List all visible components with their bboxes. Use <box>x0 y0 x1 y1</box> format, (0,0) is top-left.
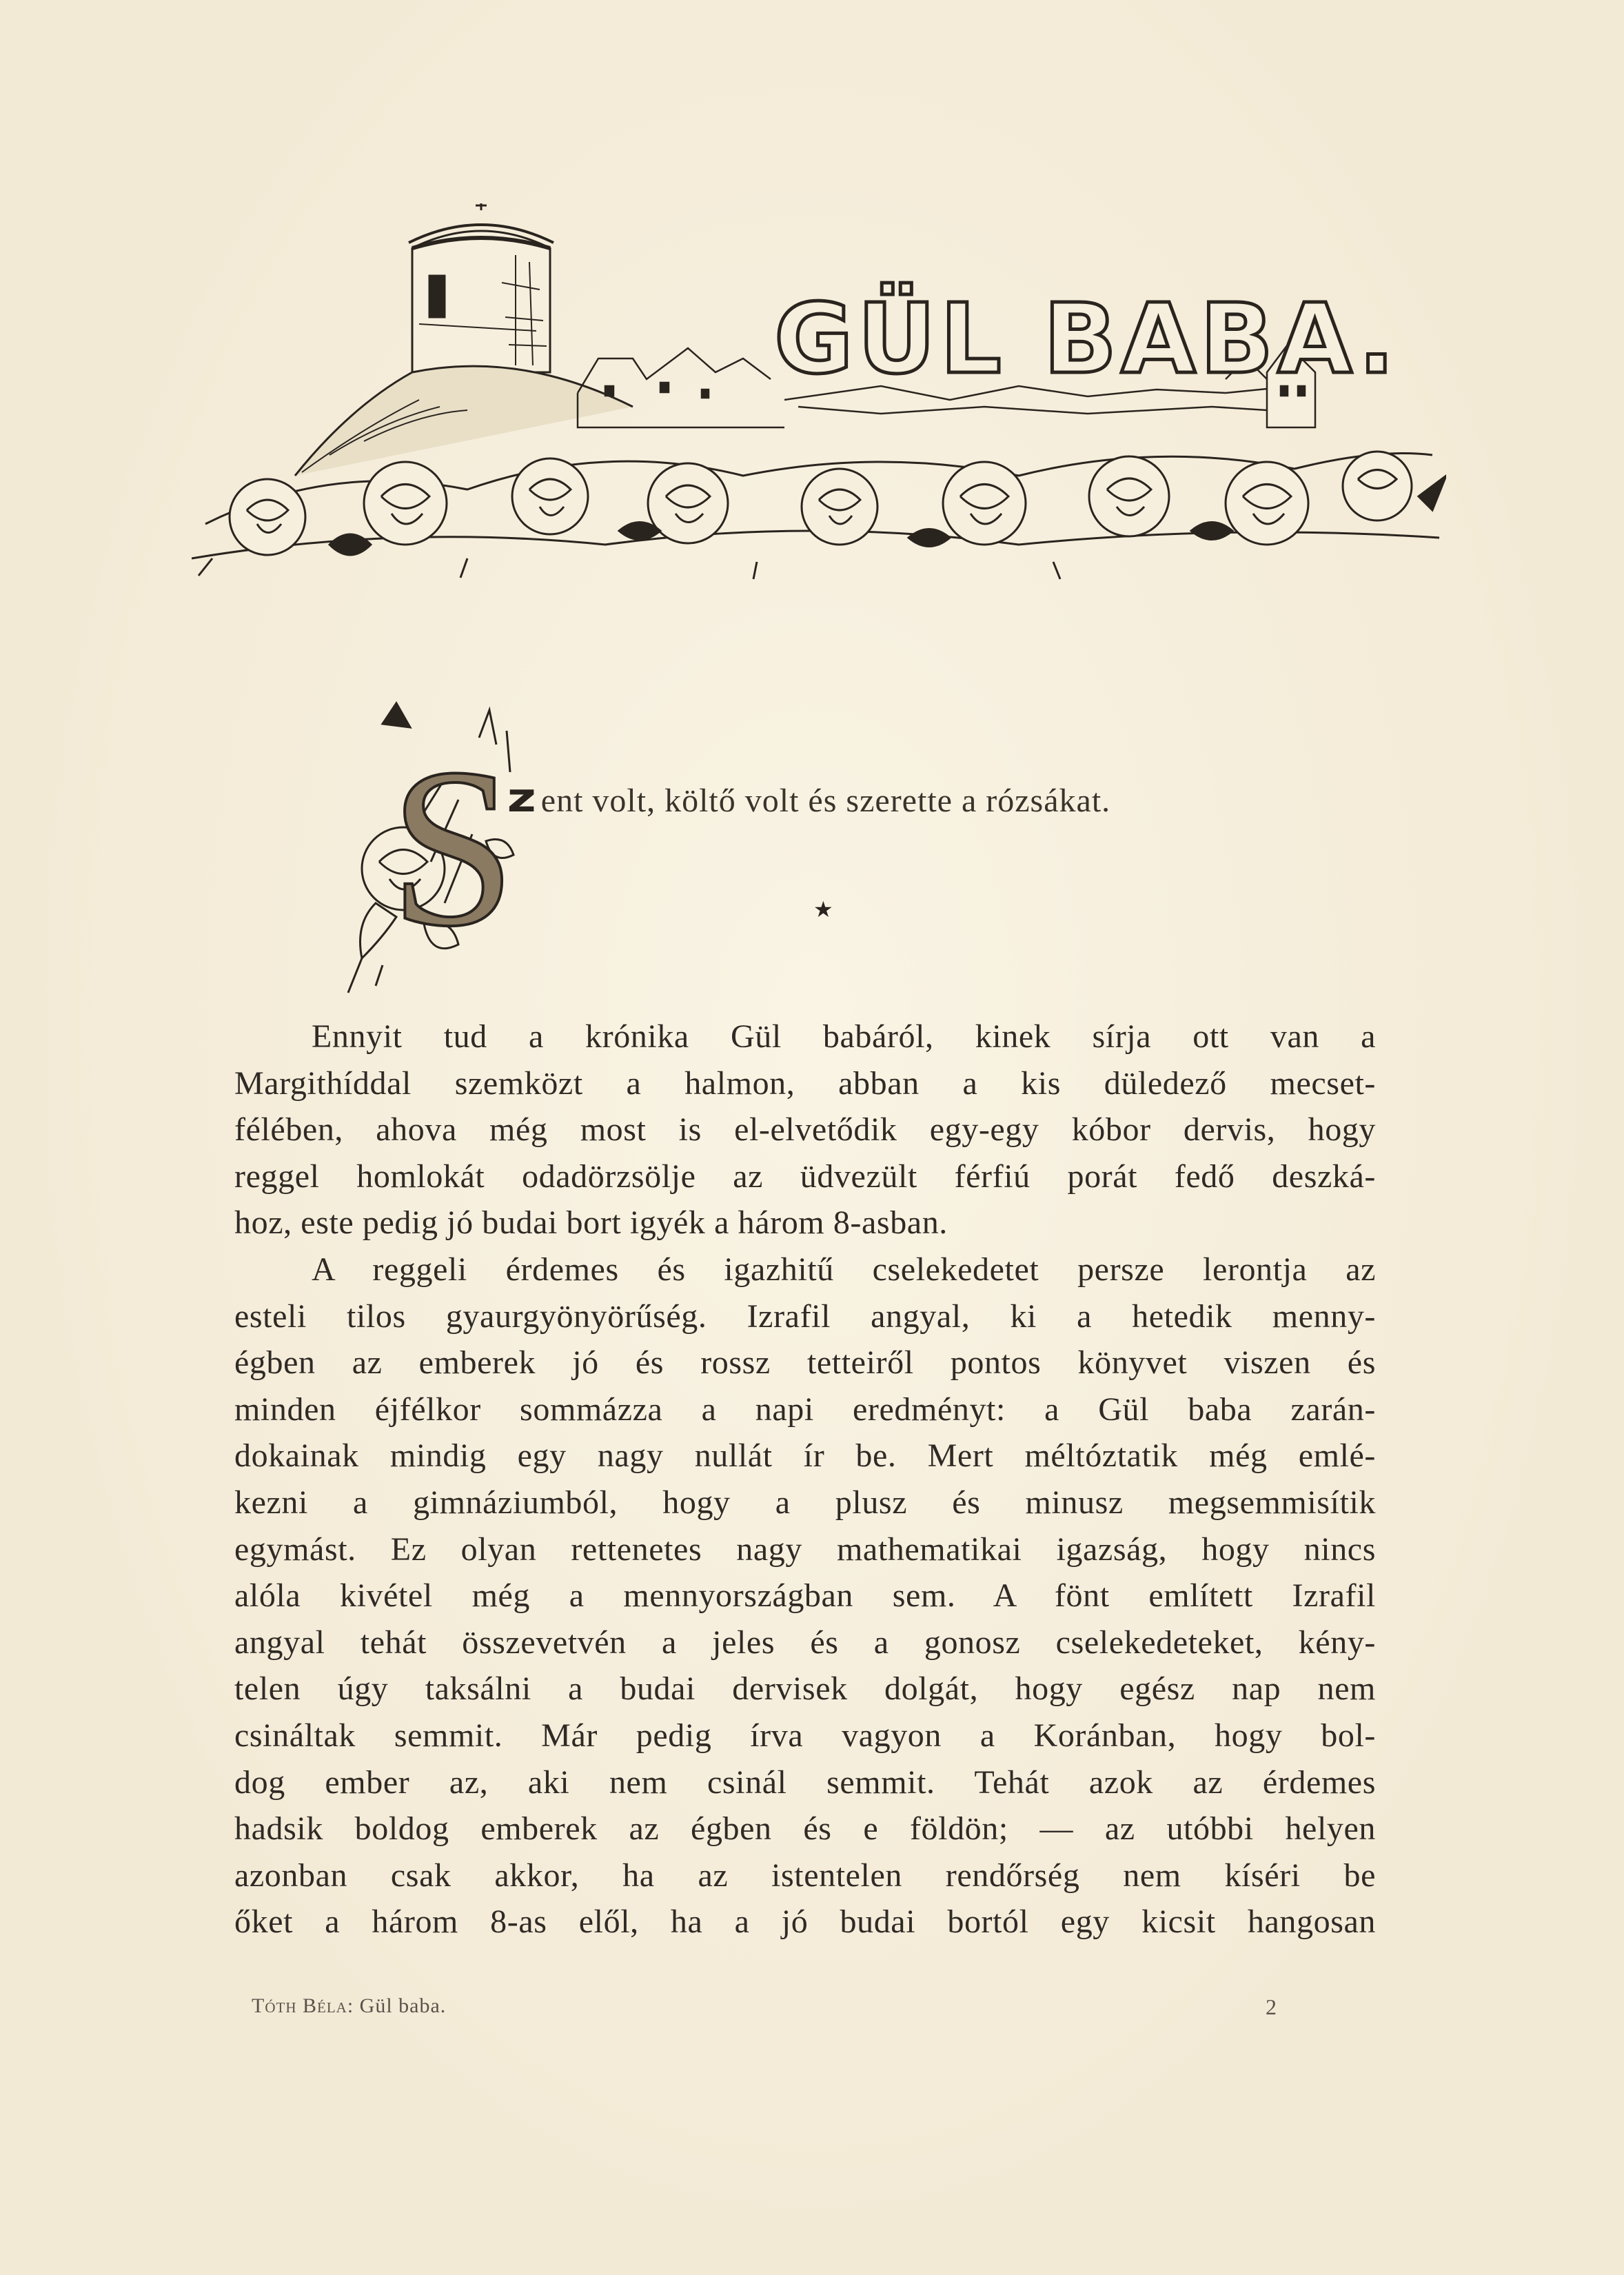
body-line: Ennyit tud a krónika Gül babáról, kinek sírja ott van a <box>312 1018 1376 1055</box>
body-line: Margithíddal szemközt a halmon, abban a kis düledező mecset- <box>234 1064 1376 1102</box>
opening-line <box>507 774 1111 821</box>
body-line: hoz, este pedig jó budai bort igyék a három 8-asban. <box>234 1204 948 1242</box>
body-line: minden éjfélkor sommázza a napi eredményt: a Gül baba zarán- <box>234 1391 1376 1428</box>
body-line: angyal tehát összevetvén a jeles és a gonosz cselekedeteket, kény- <box>234 1624 1376 1661</box>
body-line: reggel homlokát odadörzsölje az üdvezült férfiú porát fedő deszká- <box>234 1157 1376 1195</box>
body-line: csináltak semmit. Már pedig írva vagyon a Koránban, hogy bol- <box>234 1717 1376 1754</box>
header-engraving <box>192 200 1446 586</box>
body-line: esteli tilos gyaurgyönyörűség. Izrafil angyal, ki a hetedik menny- <box>234 1297 1376 1335</box>
page-footer <box>252 1994 446 2018</box>
footer-separator: : <box>347 1994 360 2017</box>
body-line: dog ember az, aki nem csinál semmit. Tehát azok az érdemes <box>234 1763 1376 1801</box>
roses-band-icon <box>192 452 1446 579</box>
body-line: dokainak mindig egy nagy nullát ír be. Mert méltóztatik még emlé- <box>234 1437 1376 1475</box>
star-separator-icon: ★ <box>813 897 833 922</box>
body-line: őket a három 8-as elől, ha a jó budai bortól egy kicsit hangosan <box>234 1903 1376 1941</box>
dropcap-rose-icon <box>341 696 589 1000</box>
page-number: 2 <box>1266 1994 1277 2019</box>
footer-author: Tóth Béla <box>252 1994 347 2017</box>
opening-z-letter: z <box>507 774 538 821</box>
header-title: GÜL BABA. <box>774 283 1399 396</box>
body-line: azonban csak akkor, ha az istentelen rendőrség nem kíséri be <box>234 1857 1376 1894</box>
body-line: égben az emberek jó és rossz tetteiről pontos könyvet viszen és <box>234 1344 1376 1382</box>
footer-work: Gül baba. <box>359 1994 447 2017</box>
body-line: A reggeli érdemes és igazhitű cselekedetet persze lerontja az <box>312 1251 1376 1288</box>
header-illustration <box>192 200 1446 586</box>
dropcap-letter: S <box>389 722 516 973</box>
body-line: telen úgy taksálni a budai dervisek dolgát, hogy egész nap nem <box>234 1670 1376 1708</box>
body-line: egymást. Ez olyan rettenetes nagy mathematikai igazság, hogy nincs <box>234 1530 1376 1568</box>
body-line: hadsik boldog emberek az égben és e földön; — az utóbbi helyen <box>234 1810 1376 1848</box>
opening-line-text: ent volt, költő volt és szerette a rózsákat. <box>540 782 1111 819</box>
body-text <box>234 1013 1376 1945</box>
body-line: kezni a gimnáziumból, hogy a plusz és minusz megsemmisítik <box>234 1484 1376 1521</box>
dropcap-ornament <box>341 696 589 1000</box>
body-line: félében, ahova még most is el-elvetődik egy-egy kóbor dervis, hogy <box>234 1111 1376 1149</box>
castle-tower-icon <box>409 203 554 372</box>
body-line: alóla kivétel még a mennyországban sem. A fönt említett Izrafil <box>234 1577 1376 1615</box>
